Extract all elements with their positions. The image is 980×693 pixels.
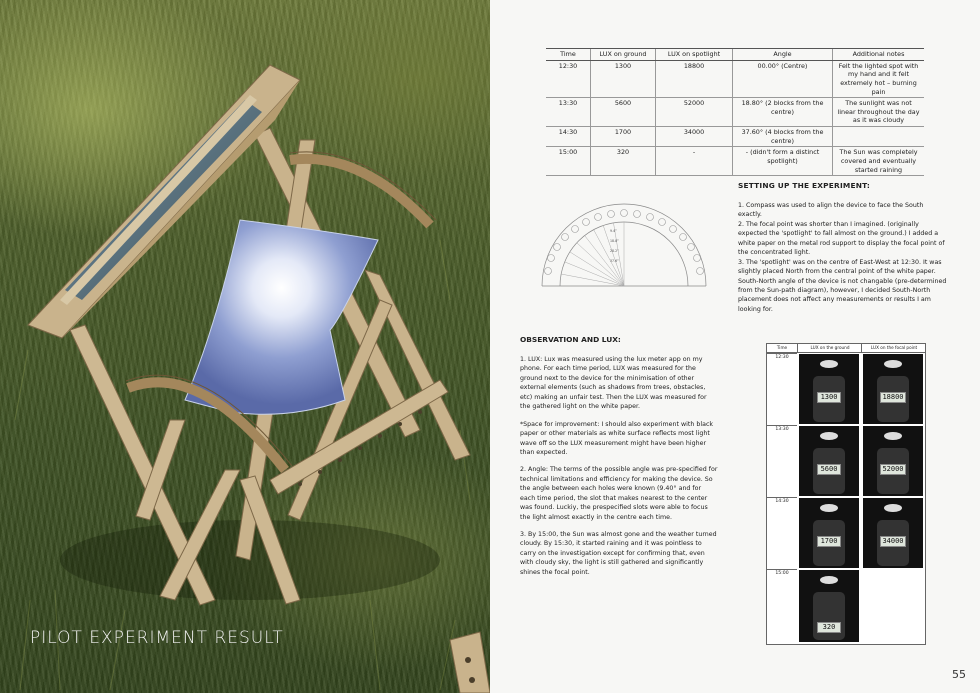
header-lux-ground: LUX on ground [591,49,656,61]
setup-heading: SETTING UP THE EXPERIMENT: [738,181,871,190]
cell-notes: Felt the lighted spot with my hand and it felt extremely hot – burning pain [833,60,925,98]
lux-photo [799,354,859,424]
setup-paragraph: 3. The 'spotlight' was on the centre of East-West at 12:30. It was slightly placed North from the central point of the white paper. South-North angle of the device is not changable (pre-determined from the Sun-path diagram), however, I decided South-North placement does not affect any measurements or results I am looking for. [738,258,947,313]
lux-meter-reading: 34000 [880,536,906,547]
lux-photo-grid [766,343,926,645]
angle-diagram [534,196,714,296]
lux-grid-header-focal: LUX on the focal point [861,344,926,353]
lux-photo [799,570,859,642]
observation-paragraph: 1. LUX: Lux was measured using the lux meter app on my phone. For each time period, LUX was measured for the ground next to the device for the minimisation of other external elements (such as shadows from trees, obstacles, etc) making an unfair test. Then the LUX was measured for the gathered light on the white paper. [520,356,707,411]
lux-photo [863,426,923,496]
page-title: PILOT EXPERIMENT RESULT [30,628,284,648]
cell-lux-ground: 1700 [591,127,656,147]
header-notes: Additional notes [833,49,925,61]
lux-meter-reading: 5600 [817,464,841,475]
lux-meter-reading: 1700 [817,536,841,547]
lux-meter-reading: 1300 [817,392,841,403]
cell-time: 12:30 [546,60,591,98]
cell-angle: 00.00° (Centre) [733,60,833,98]
lux-meter-reading: 18800 [880,392,906,403]
lux-row-time: 14:30 [767,497,797,504]
table-row [546,60,924,98]
header-angle: Angle [733,49,833,61]
header-time: Time [546,49,591,61]
cell-notes: The sunlight was not linear throughout the day as it was cloudy [833,98,925,127]
setup-paragraph: 1. Compass was used to align the device to face the South exactly. [738,202,924,219]
table-row [546,98,924,127]
results-table-header [546,49,924,61]
cell-lux-spot: 52000 [656,98,733,127]
setup-text [738,201,948,314]
diagram-label: 9.4° [610,229,617,233]
cell-lux-spot: - [656,147,733,176]
cell-lux-ground: 320 [591,147,656,176]
observation-heading: OBSERVATION AND LUX: [520,335,621,344]
cell-lux-spot: 18800 [656,60,733,98]
lux-meter-reading: 52000 [880,464,906,475]
lux-photo [863,498,923,568]
observation-paragraph: *Space for improvement: I should also experiment with black paper or other materials as white surface reflects most light wave off so the LUX measurement might have been higher than expected. [520,420,714,456]
lux-grid-header-time: Time [767,344,797,353]
table-row [546,147,924,176]
cell-time: 15:00 [546,147,591,176]
lux-photo [799,498,859,568]
lux-row-time: 15:00 [767,569,797,576]
lux-meter-reading: 320 [817,622,841,633]
text-page [490,0,980,693]
table-row [546,127,924,147]
cell-time: 13:30 [546,98,591,127]
observation-paragraph: 3. By 15:00, the Sun was almost gone and the weather turned cloudy. By 15:30, it started raining and it was pointless to carry on the investigation except for confirming that, even with cloudy sky, the light is still gathered and significantly shines the focal point. [520,531,717,576]
lux-row-time: 13:30 [767,425,797,432]
results-table [546,48,924,176]
setup-paragraph: 2. The focal point was shorter than I imagined. (originally expected the 'spotlight' to fall almost on the ground.) I added a white paper on the metal rod support to display the focal point of the concentrated light. [738,220,945,257]
cell-notes: The Sun was completely covered and eventually started raining [833,147,925,176]
page-number: 55 [952,668,966,681]
cell-lux-ground: 1300 [591,60,656,98]
header-lux-spot: LUX on spotlight [656,49,733,61]
cell-angle: 37.60° (4 blocks from the centre) [733,127,833,147]
diagram-label: 28.2° [610,249,619,253]
diagram-label: 37.6° [610,259,619,263]
lux-row-time: 12:30 [767,353,797,360]
cell-angle: 18.80° (2 blocks from the centre) [733,98,833,127]
cell-angle: - (didn't form a distinct spotlight) [733,147,833,176]
cell-lux-spot: 34000 [656,127,733,147]
lux-photo [863,354,923,424]
lux-photo [799,426,859,496]
cell-lux-ground: 5600 [591,98,656,127]
cell-time: 14:30 [546,127,591,147]
cell-notes [833,127,925,147]
observation-text [520,355,718,585]
diagram-label: 18.8° [610,239,619,243]
observation-paragraph: 2. Angle: The terms of the possible angle was pre-specified for technical limitations and efficiency for making the device. So the angle between each holes were known (9.40° and for each time period, the slot that makes nearest to the center was found. Luckiy, the prespecified slots were able to focus the light almost exactly in the centre each time. [520,466,718,521]
lux-grid-header-ground: LUX on the ground [797,344,862,353]
